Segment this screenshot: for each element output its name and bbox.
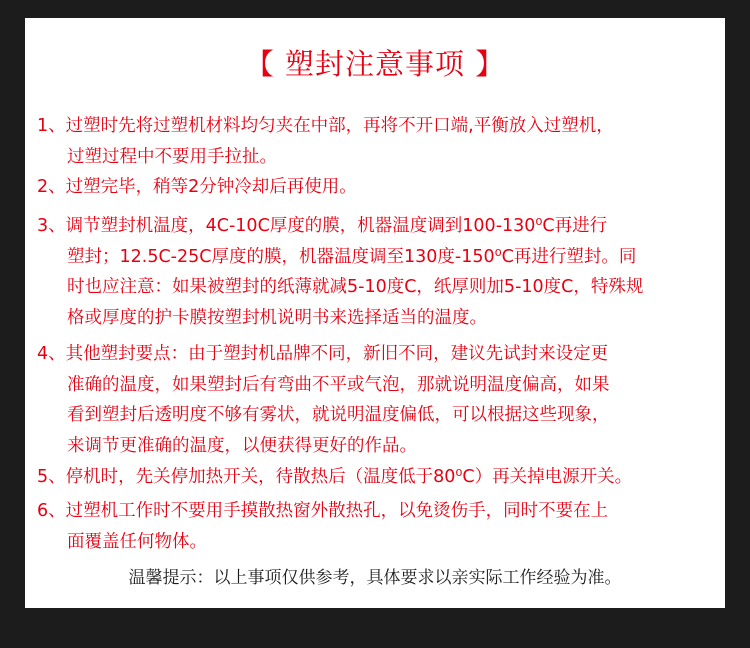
notice-item-4-line-1: 4、其他塑封要点：由于塑封机品牌不同，新旧不同，建议先试封来设定更 [37,344,609,364]
notice-item-1-line-2: 过塑过程中不要用手拉扯。 [67,146,277,167]
notice-item-5 [37,462,727,493]
notice-item-5-line-1: 5、停机时，先关停加热开关，待散热后（温度低于80⁰C）再关掉电源开关。 [37,467,633,487]
notice-item-2 [37,172,727,203]
notice-item-3-line-3: 时也应注意：如果被塑封的纸薄就减5-10度C，纸厚则加5-10度C，特殊规 [67,277,644,297]
notice-item-3-line-2: 塑封；12.5C-25C厚度的膜，机器温度调至130度-150⁰C再进行塑封。同 [67,246,637,267]
notice-item-1-line-1: 1、过塑时先将过塑机材料均匀夹在中部，再将不开口端,平衡放入过塑机， [37,116,614,136]
notice-item-4 [37,339,727,461]
notice-item-6-line-2: 面覆盖任何物体。 [67,531,207,552]
notice-item-3-line-1: 3、调节塑封机温度，4C-10C厚度的膜，机器温度调到100-130⁰C再进行 [37,216,608,236]
warm-tip: 温馨提示：以上事项仅供参考，具体要求以亲实际工作经验为准。 [128,568,622,588]
notice-item-3 [37,211,727,333]
notice-item-4-line-3: 看到塑封后透明度不够有雾状，就说明温度偏低，可以根据这些现象， [67,405,610,425]
notice-item-3-line-4: 格或厚度的护卡膜按塑封机说明书来选择适当的温度。 [67,307,487,328]
notice-item-2-line-1: 2、过塑完毕，稍等2分钟冷却后再使用。 [37,177,357,197]
notice-item-6 [37,496,727,557]
notice-item-1 [37,111,727,172]
notice-item-6-line-1: 6、过塑机工作时不要用手摸散热窗外散热孔，以免烫伤手，同时不要在上 [37,501,609,521]
notice-item-4-line-2: 准确的温度，如果塑封后有弯曲不平或气泡，那就说明温度偏高，如果 [67,374,610,395]
page-title: 【 塑封注意事项 】 [244,47,506,81]
notice-item-4-line-4: 来调节更准确的温度，以便获得更好的作品。 [67,435,417,456]
